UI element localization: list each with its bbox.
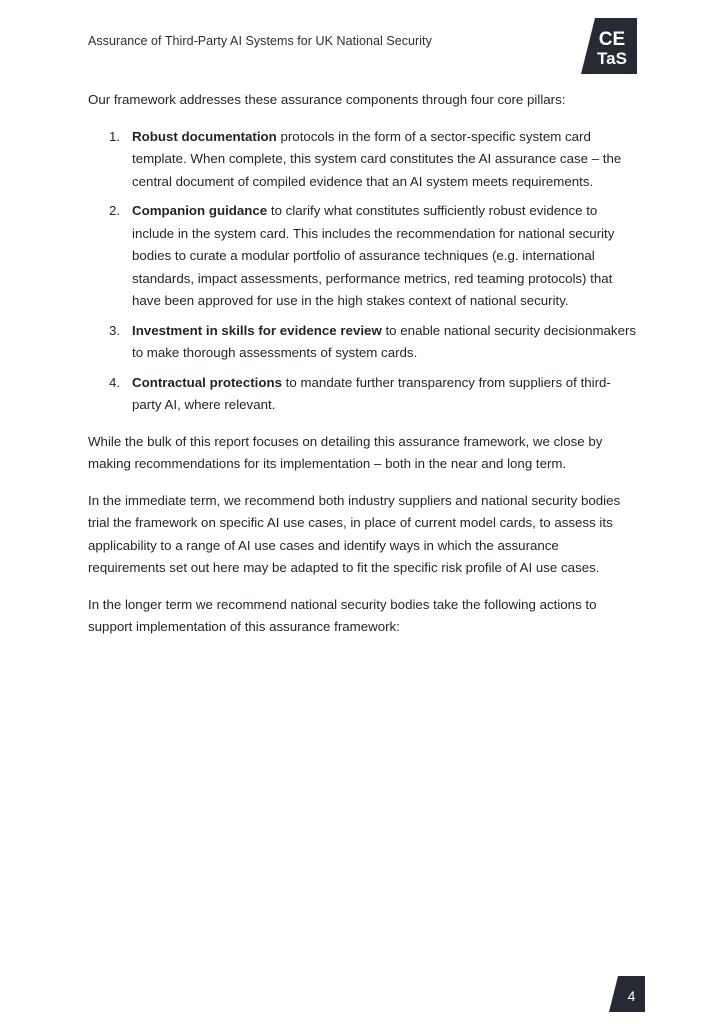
body-paragraph: While the bulk of this report focuses on detailing this assurance framework, we close by making recommendations for its implementation – both in the near and long term. [88, 433, 603, 471]
pillar-title: Investment in skills for evidence review [132, 322, 382, 338]
pillar-title: Robust documentation [132, 128, 277, 144]
pillar-number: 4. [109, 374, 121, 390]
intro-paragraph: Our framework addresses these assurance components through four core pillars: [88, 92, 566, 107]
pillar-title: Contractual protections [132, 374, 282, 390]
pillar-number: 1. [109, 128, 121, 144]
body-paragraph: In the immediate term, we recommend both industry suppliers and national security bodies trial the framework on specific AI use cases, in place of current model cards, to assess its applicability to a range of AI use cases and identify ways in which the assurance requirements set out here may be adapted to fit the specific risk profile of AI use cases. [88, 492, 621, 575]
body-paragraph: In the longer term we recommend national security bodies take the following actions to support implementation of this assurance framework: [88, 596, 597, 634]
running-header-title: Assurance of Third-Party AI Systems for UK National Security [88, 34, 432, 48]
pillar-text: to mandate further transparency from suppliers of third-party AI, where relevant. [132, 374, 611, 412]
pillar-text: to clarify what constitutes sufficiently robust evidence to include in the system card. This includes the recommendation for national security bodies to curate a modular portfolio of assurance techniques (e.g. international standards, impact assessments, performance metrics, red teaming protocols) that have been approved for use in the high stakes context of national security. [132, 203, 615, 308]
pillar-number: 3. [109, 322, 121, 338]
main-content [88, 89, 640, 653]
pillar-item [88, 126, 640, 194]
pillars-list [88, 126, 640, 417]
pillar-text: to enable national security decisionmakers to make thorough assessments of system cards. [132, 322, 637, 360]
pillar-number: 2. [109, 203, 121, 218]
pillar-item [88, 320, 640, 365]
logo-text-line2: TaS [597, 49, 627, 68]
pillar-item [88, 200, 640, 313]
logo-text-line1: CE [598, 29, 626, 50]
page-number: 4 [627, 988, 636, 1004]
pillar-text: protocols in the form of a sector-specific system card template. When complete, this system card constitutes the AI assurance case – the central document of compiled evidence that an AI system meets requirements. [132, 128, 622, 189]
pillar-title: Companion guidance [132, 203, 268, 218]
pillar-item [88, 372, 640, 417]
cetas-logo [581, 18, 637, 74]
